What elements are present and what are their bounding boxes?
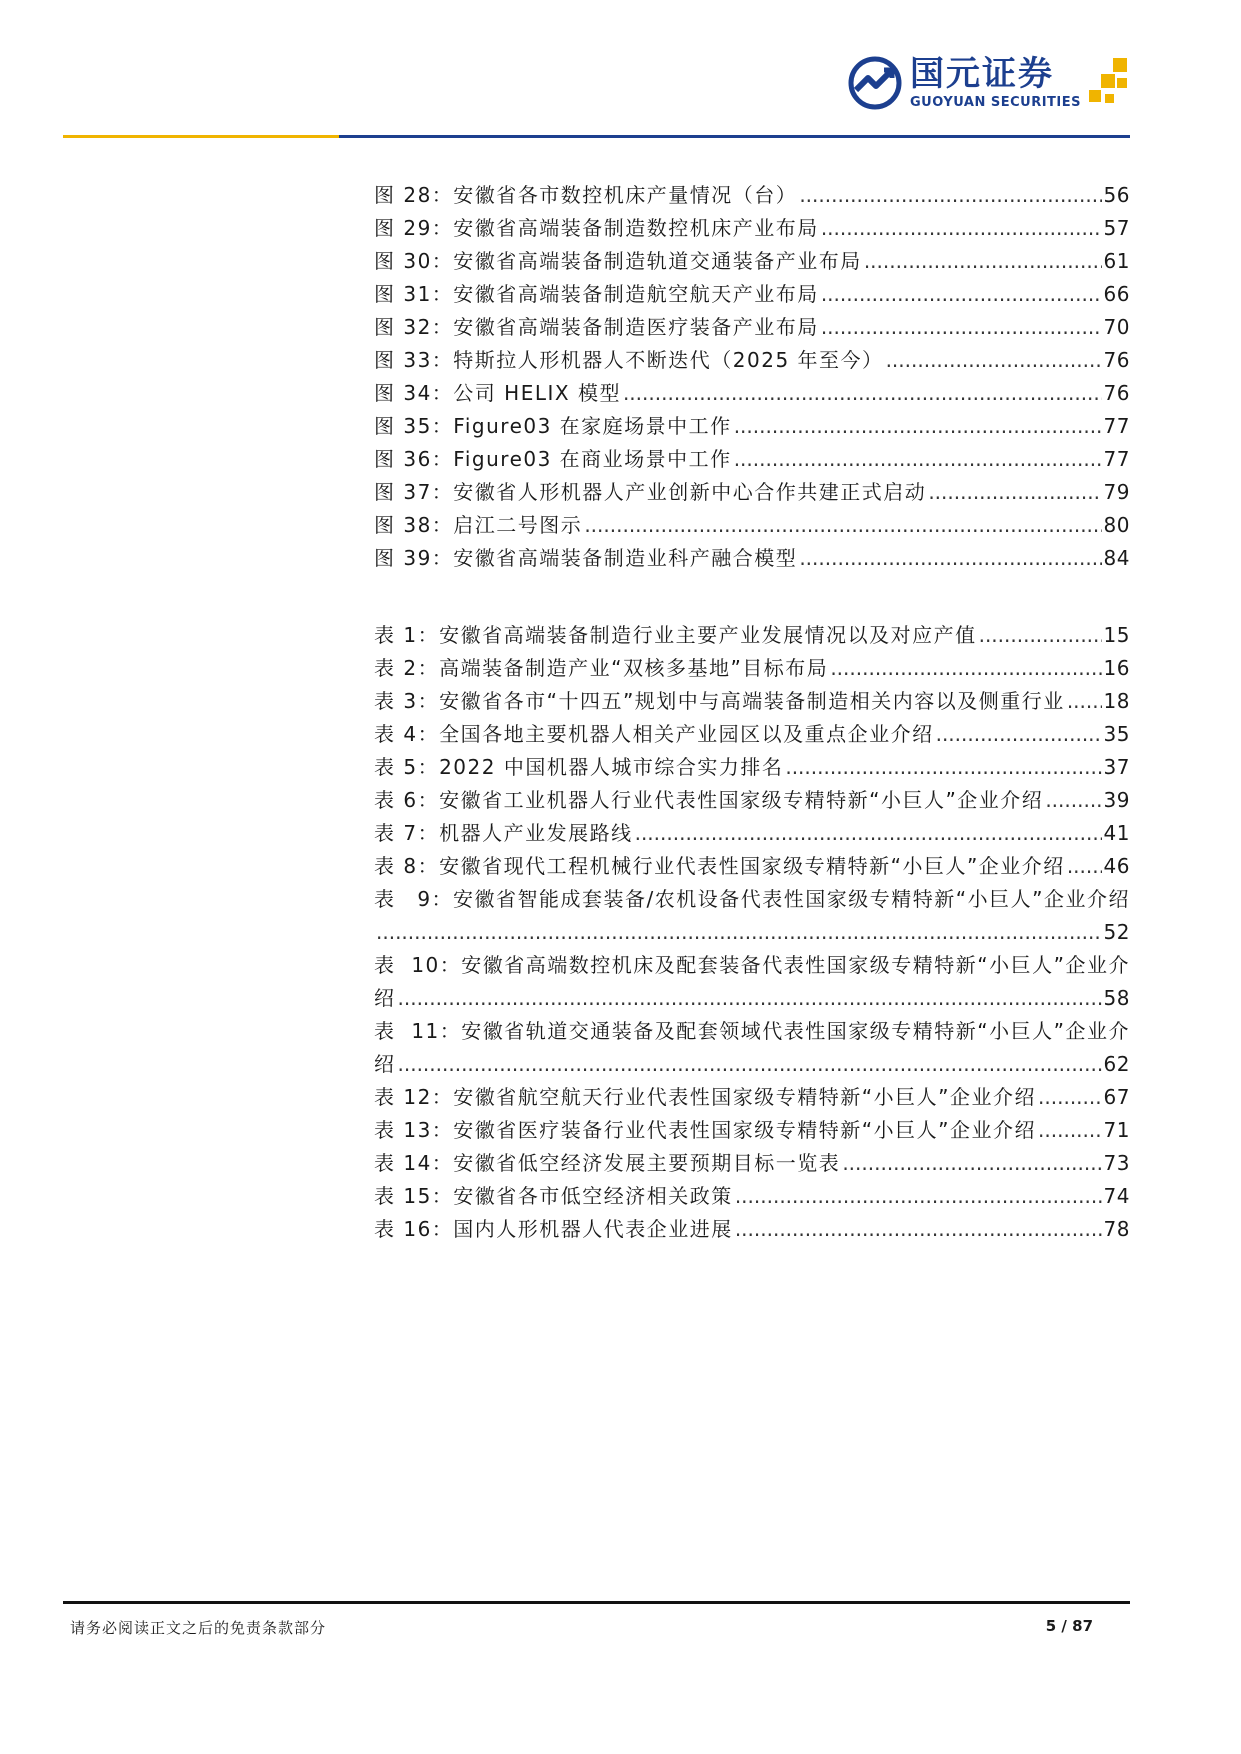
toc-entry-page: 37 xyxy=(1103,755,1130,779)
toc-leader-dots xyxy=(1067,850,1102,883)
toc-entry[interactable] xyxy=(374,850,1130,883)
toc-entry-page: 58 xyxy=(1103,986,1130,1010)
toc-entry-page: 35 xyxy=(1103,722,1130,746)
toc-entry[interactable] xyxy=(374,1147,1130,1180)
toc-entry[interactable] xyxy=(374,1114,1130,1147)
toc-entry-page: 18 xyxy=(1103,689,1130,713)
toc-entry[interactable] xyxy=(374,1015,1130,1081)
toc-entry-label: 表 8：安徽省现代工程机械行业代表性国家级专精特新“小巨人”企业介绍 xyxy=(374,854,1065,878)
toc-leader-dots xyxy=(799,542,1101,575)
toc-leader-dots xyxy=(799,179,1101,212)
toc-leader-dots xyxy=(398,1048,1102,1081)
toc-entry[interactable] xyxy=(374,949,1130,1015)
toc-leader-dots xyxy=(584,509,1101,542)
toc-entry-label: 图 37：安徽省人形机器人产业创新中心合作共建正式启动 xyxy=(374,480,927,504)
toc-entry[interactable] xyxy=(374,652,1130,685)
toc-entry[interactable] xyxy=(374,751,1130,784)
toc-entry-label: 图 34：公司 HELIX 模型 xyxy=(374,381,621,405)
toc-entry-page: 77 xyxy=(1103,414,1130,438)
footer-disclaimer: 请务必阅读正文之后的免责条款部分 xyxy=(70,1619,327,1637)
toc-entry-label-part: 11：安徽省轨道交通装备及配套领域代表性国家级专精特新“小巨人”企业介 xyxy=(411,1019,1130,1043)
toc-entry-page: 66 xyxy=(1103,282,1130,306)
toc-leader-dots xyxy=(734,443,1102,476)
toc-entry-label: 图 28：安徽省各市数控机床产量情况（台） xyxy=(374,183,798,207)
toc-entry-label-part: 10：安徽省高端数控机床及配套装备代表性国家级专精特新“小巨人”企业介 xyxy=(411,953,1130,977)
toc-entry[interactable] xyxy=(374,1213,1130,1246)
toc-entry-label: 图 39：安徽省高端装备制造业科产融合模型 xyxy=(374,546,798,570)
toc-entry-label-continued: 绍 xyxy=(374,986,396,1010)
toc-entry-label-part: 表 xyxy=(374,887,396,911)
toc-entry-label: 图 29：安徽省高端装备制造数控机床产业布局 xyxy=(374,216,819,240)
toc-entry-page: 56 xyxy=(1103,183,1130,207)
toc-entry-label: 表 12：安徽省航空航天行业代表性国家级专精特新“小巨人”企业介绍 xyxy=(374,1085,1037,1109)
toc-leader-dots xyxy=(1045,784,1101,817)
toc-entry[interactable] xyxy=(374,410,1130,443)
toc-entry-label: 表 1：安徽省高端装备制造行业主要产业发展情况以及对应产值 xyxy=(374,623,977,647)
toc-entry[interactable] xyxy=(374,212,1130,245)
toc-leader-dots xyxy=(1067,685,1102,718)
toc-entry-label-part: 表 xyxy=(374,1019,396,1043)
toc-leader-dots xyxy=(735,1213,1102,1246)
footer-rule xyxy=(63,1601,1130,1604)
toc-entry[interactable] xyxy=(374,377,1130,410)
toc-entry[interactable] xyxy=(374,509,1130,542)
logo-gold-squares-icon xyxy=(1087,56,1131,110)
toc-entry-page: 46 xyxy=(1103,854,1130,878)
toc-entry-page: 16 xyxy=(1103,656,1130,680)
header-rule-blue xyxy=(339,135,1130,138)
toc-entry[interactable] xyxy=(374,817,1130,850)
toc-entry[interactable] xyxy=(374,476,1130,509)
toc-entry-label: 图 36：Figure03 在商业场景中工作 xyxy=(374,447,732,471)
toc-entry[interactable] xyxy=(374,443,1130,476)
toc-entry-label: 图 31：安徽省高端装备制造航空航天产业布局 xyxy=(374,282,819,306)
toc-entry-page: 73 xyxy=(1103,1151,1130,1175)
toc-entry-page: 77 xyxy=(1103,447,1130,471)
toc-entry[interactable] xyxy=(374,1081,1130,1114)
logo-english-name: GUOYUAN SECURITIES xyxy=(910,95,1081,110)
logo-chinese-name: 国元证券 xyxy=(910,54,1054,94)
toc-leader-dots xyxy=(864,245,1102,278)
toc-entry-label-continued: 绍 xyxy=(374,1052,396,1076)
toc-leader-dots xyxy=(842,1147,1101,1180)
header-rule-gold xyxy=(63,135,339,138)
toc-leader-dots xyxy=(398,982,1102,1015)
toc-entry-label: 表 16：国内人形机器人代表企业进展 xyxy=(374,1217,733,1241)
toc-entry-page: 78 xyxy=(1103,1217,1130,1241)
toc-entry-label: 图 38：启江二号图示 xyxy=(374,513,583,537)
toc-entry-page: 79 xyxy=(1103,480,1130,504)
toc-entry-page: 84 xyxy=(1103,546,1130,570)
page-number: 5 / 87 xyxy=(1045,1617,1093,1635)
figure-list xyxy=(374,179,1130,575)
toc-entry-page: 41 xyxy=(1103,821,1130,845)
toc-entry[interactable] xyxy=(374,784,1130,817)
toc-entry-page: 71 xyxy=(1103,1118,1130,1142)
toc-entry[interactable] xyxy=(374,344,1130,377)
toc-entry-page: 76 xyxy=(1103,381,1130,405)
toc-entry[interactable] xyxy=(374,685,1130,718)
toc-entry-label-part: 表 xyxy=(374,953,396,977)
toc-leader-dots xyxy=(936,718,1102,751)
toc-leader-dots xyxy=(821,311,1102,344)
toc-entry-page: 52 xyxy=(1103,920,1130,944)
toc-entry[interactable] xyxy=(374,542,1130,575)
toc-entry-label: 表 4：全国各地主要机器人相关产业园区以及重点企业介绍 xyxy=(374,722,934,746)
toc-entry[interactable] xyxy=(374,245,1130,278)
toc-entry[interactable] xyxy=(374,718,1130,751)
toc-entry-label: 图 32：安徽省高端装备制造医疗装备产业布局 xyxy=(374,315,819,339)
toc-leader-dots xyxy=(785,751,1101,784)
toc-entry-page: 70 xyxy=(1103,315,1130,339)
toc-entry-label: 图 30：安徽省高端装备制造轨道交通装备产业布局 xyxy=(374,249,862,273)
toc-entry-label xyxy=(374,1015,1130,1048)
toc-entry-page: 67 xyxy=(1103,1085,1130,1109)
toc-leader-dots xyxy=(1038,1081,1102,1114)
toc-entry-page: 62 xyxy=(1103,1052,1130,1076)
toc-entry-label: 图 33：特斯拉人形机器人不断迭代（2025 年至今） xyxy=(374,348,884,372)
toc-entry-page: 57 xyxy=(1103,216,1130,240)
toc-entry[interactable] xyxy=(374,883,1130,949)
toc-entry-label: 表 14：安徽省低空经济发展主要预期目标一览表 xyxy=(374,1151,841,1175)
toc-leader-dots xyxy=(734,410,1102,443)
toc-entry-label xyxy=(374,883,1130,916)
toc-entry[interactable] xyxy=(374,311,1130,344)
toc-entry-label: 表 5：2022 中国机器人城市综合实力排名 xyxy=(374,755,784,779)
toc-leader-dots xyxy=(1038,1114,1102,1147)
toc-leader-dots xyxy=(886,344,1102,377)
page-header xyxy=(0,0,1241,140)
table-list xyxy=(374,619,1130,1246)
toc-leader-dots xyxy=(928,476,1101,509)
toc-leader-dots xyxy=(623,377,1102,410)
toc-entry[interactable] xyxy=(374,619,1130,652)
toc-entry-label: 表 2：高端装备制造产业“双核多基地”目标布局 xyxy=(374,656,829,680)
toc-entry-label xyxy=(374,949,1130,982)
toc-entry[interactable] xyxy=(374,1180,1130,1213)
toc-entry[interactable] xyxy=(374,179,1130,212)
toc-leader-dots xyxy=(821,212,1102,245)
toc-entry[interactable] xyxy=(374,278,1130,311)
company-logo xyxy=(848,55,1131,110)
toc-entry-page: 61 xyxy=(1103,249,1130,273)
toc-leader-dots xyxy=(979,619,1102,652)
toc-leader-dots xyxy=(830,652,1101,685)
toc-entry-page: 76 xyxy=(1103,348,1130,372)
toc-entry-page: 39 xyxy=(1103,788,1130,812)
toc-entry-page: 15 xyxy=(1103,623,1130,647)
toc-leader-dots xyxy=(735,1180,1102,1213)
toc-entry-label: 表 3：安徽省各市“十四五”规划中与高端装备制造相关内容以及侧重行业 xyxy=(374,689,1065,713)
toc-entry-label: 表 6：安徽省工业机器人行业代表性国家级专精特新“小巨人”企业介绍 xyxy=(374,788,1044,812)
toc-leader-dots xyxy=(821,278,1102,311)
toc-entry-label: 表 15：安徽省各市低空经济相关政策 xyxy=(374,1184,733,1208)
toc-entry-label: 表 7：机器人产业发展路线 xyxy=(374,821,633,845)
toc-entry-page: 74 xyxy=(1103,1184,1130,1208)
toc-entry-label-part: 9：安徽省智能成套装备/农机设备代表性国家级专精特新“小巨人”企业介绍 xyxy=(417,887,1130,911)
logo-emblem-icon xyxy=(848,56,902,110)
toc-entry-label: 图 35：Figure03 在家庭场景中工作 xyxy=(374,414,732,438)
toc-leader-dots xyxy=(376,916,1102,949)
toc-entry-page: 80 xyxy=(1103,513,1130,537)
toc-leader-dots xyxy=(635,817,1102,850)
toc-entry-label: 表 13：安徽省医疗装备行业代表性国家级专精特新“小巨人”企业介绍 xyxy=(374,1118,1037,1142)
